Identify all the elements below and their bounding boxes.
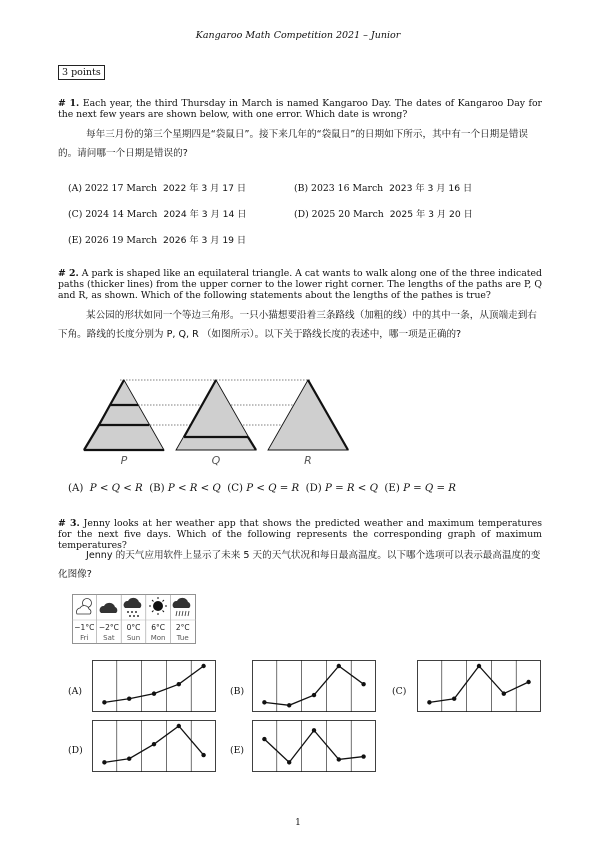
q2-option-c[interactable]: (C) P < Q = R (227, 483, 300, 494)
q1-option-d[interactable]: (D) 2025 20 March 2025 年 3 月 20 日 (294, 209, 473, 220)
label-p: P (120, 454, 128, 467)
graph-option-a-label[interactable]: (A) (68, 686, 82, 697)
temp-tue: 2°C (175, 623, 190, 632)
graph-point (427, 700, 431, 704)
q2-options-row (68, 483, 456, 494)
graph-point (477, 664, 481, 668)
q1-option-e[interactable]: (E) 2026 19 March 2026 年 3 月 19 日 (68, 235, 247, 246)
q1-option-a[interactable]: (A) 2022 17 March 2022 年 3 月 17 日 (68, 183, 247, 194)
q3-number: # 3. (58, 518, 80, 529)
triangle-p (84, 380, 164, 450)
graph-option-b[interactable] (252, 660, 376, 712)
day-fri: Fri (80, 634, 89, 642)
graph-point (287, 703, 291, 707)
graph-point (102, 760, 106, 764)
graph-point (262, 700, 266, 704)
temp-sat: −2°C (98, 623, 119, 632)
q2-option-b[interactable]: (B) P < R < Q (149, 483, 221, 494)
day-sun: Sun (126, 634, 141, 642)
graph-point (177, 724, 181, 728)
label-q: Q (211, 454, 221, 467)
graph-point (312, 728, 316, 732)
q2-chinese: 某公园的形状如同一个等边三角形。一只小猫想要沿着三条路线（加粗的线）中的其中一条，从顶端走到右下角。路线的长度分别为 P, Q, R （如图所示）。以下关于路线长度的表述中，哪一项是正确的? (58, 310, 537, 340)
graph-point (452, 697, 456, 701)
graph-option-c-label[interactable]: (C) (392, 686, 407, 697)
graph-point (337, 664, 341, 668)
graph-point (526, 680, 530, 684)
q2-option-e[interactable]: (E) P = Q = R (384, 483, 456, 494)
temp-fri: −1°C (74, 623, 95, 632)
graph-frame (93, 661, 216, 712)
graph-point (127, 697, 131, 701)
page-header: Kangaroo Math Competition 2021 – Junior (195, 30, 401, 41)
day-tue: Tue (176, 634, 189, 642)
q1-option-c[interactable]: (C) 2024 14 March 2024 年 3 月 14 日 (68, 209, 247, 220)
graph-point (201, 664, 205, 668)
graph-option-d[interactable] (92, 720, 216, 772)
day-mon: Mon (150, 634, 166, 642)
points-badge: 3 points (58, 65, 105, 80)
graph-option-b-label[interactable]: (B) (230, 686, 245, 697)
day-sat: Sat (103, 634, 115, 642)
q1-number: # 1. (58, 98, 80, 109)
temp-sun: 0°C (126, 623, 141, 632)
q1-text: Each year, the third Thursday in March is named Kangaroo Day. The dates of Kangaroo Day for the next few years are shown below, with one error. Which date is wrong? (58, 98, 542, 120)
graph-option-c[interactable] (417, 660, 541, 712)
q3-chinese: Jenny 的天气应用软件上显示了未来 5 天的天气状况和每日最高温度。以下哪个选项可以表示最高温度的变化图像? (58, 550, 541, 580)
graph-point (102, 700, 106, 704)
weather-widget (72, 594, 196, 644)
graph-option-a[interactable] (92, 660, 216, 712)
graph-point (201, 753, 205, 757)
q2-text: A park is shaped like an equilateral triangle. A cat wants to walk along one of the three indicated paths (thicker lines) from the upper corner to the lower right corner. The lengths of the paths are P, Q and R, as shown. Which of the following statements about the lengths of the pathes is true? (58, 268, 542, 301)
q3-text: Jenny looks at her weather app that shows the predicted weather and maximum temperatures for the next five days. Which of the following represents the corresponding graph of maximum temperatures? (58, 518, 542, 551)
q1-english (58, 98, 542, 120)
q1-chinese: 每年三月份的第三个星期四是“袋鼠日”。接下来几年的“袋鼠日”的日期如下所示，其中有一个日期是错误的。请问哪一个日期是错误的? (58, 129, 529, 159)
graph-point (152, 742, 156, 746)
q2-number: # 2. (58, 268, 79, 279)
label-r: R (304, 454, 312, 467)
temp-mon: 6°C (151, 623, 165, 632)
graph-point (152, 691, 156, 695)
graph-option-d-label[interactable]: (D) (68, 745, 83, 756)
q1-option-b[interactable]: (B) 2023 16 March 2023 年 3 月 16 日 (294, 183, 473, 194)
graph-point (177, 682, 181, 686)
graph-point (127, 757, 131, 761)
graph-point (361, 682, 365, 686)
graph-point (337, 757, 341, 761)
graph-option-e-label[interactable]: (E) (230, 745, 245, 756)
q2-english (58, 268, 542, 301)
q2-option-d[interactable]: (D) P = R < Q (305, 483, 378, 494)
triangle-r (268, 380, 348, 450)
graph-point (262, 737, 266, 741)
triangle-paths-figure (80, 376, 352, 468)
q2-option-a[interactable]: (A) P < Q < R (68, 483, 143, 494)
graph-option-e[interactable] (252, 720, 376, 772)
graph-point (287, 760, 291, 764)
graph-frame (253, 661, 376, 712)
graph-point (312, 693, 316, 697)
page-number: 1 (295, 818, 301, 828)
graph-point (502, 691, 506, 695)
graph-point (361, 754, 365, 758)
triangle-q (176, 380, 256, 450)
